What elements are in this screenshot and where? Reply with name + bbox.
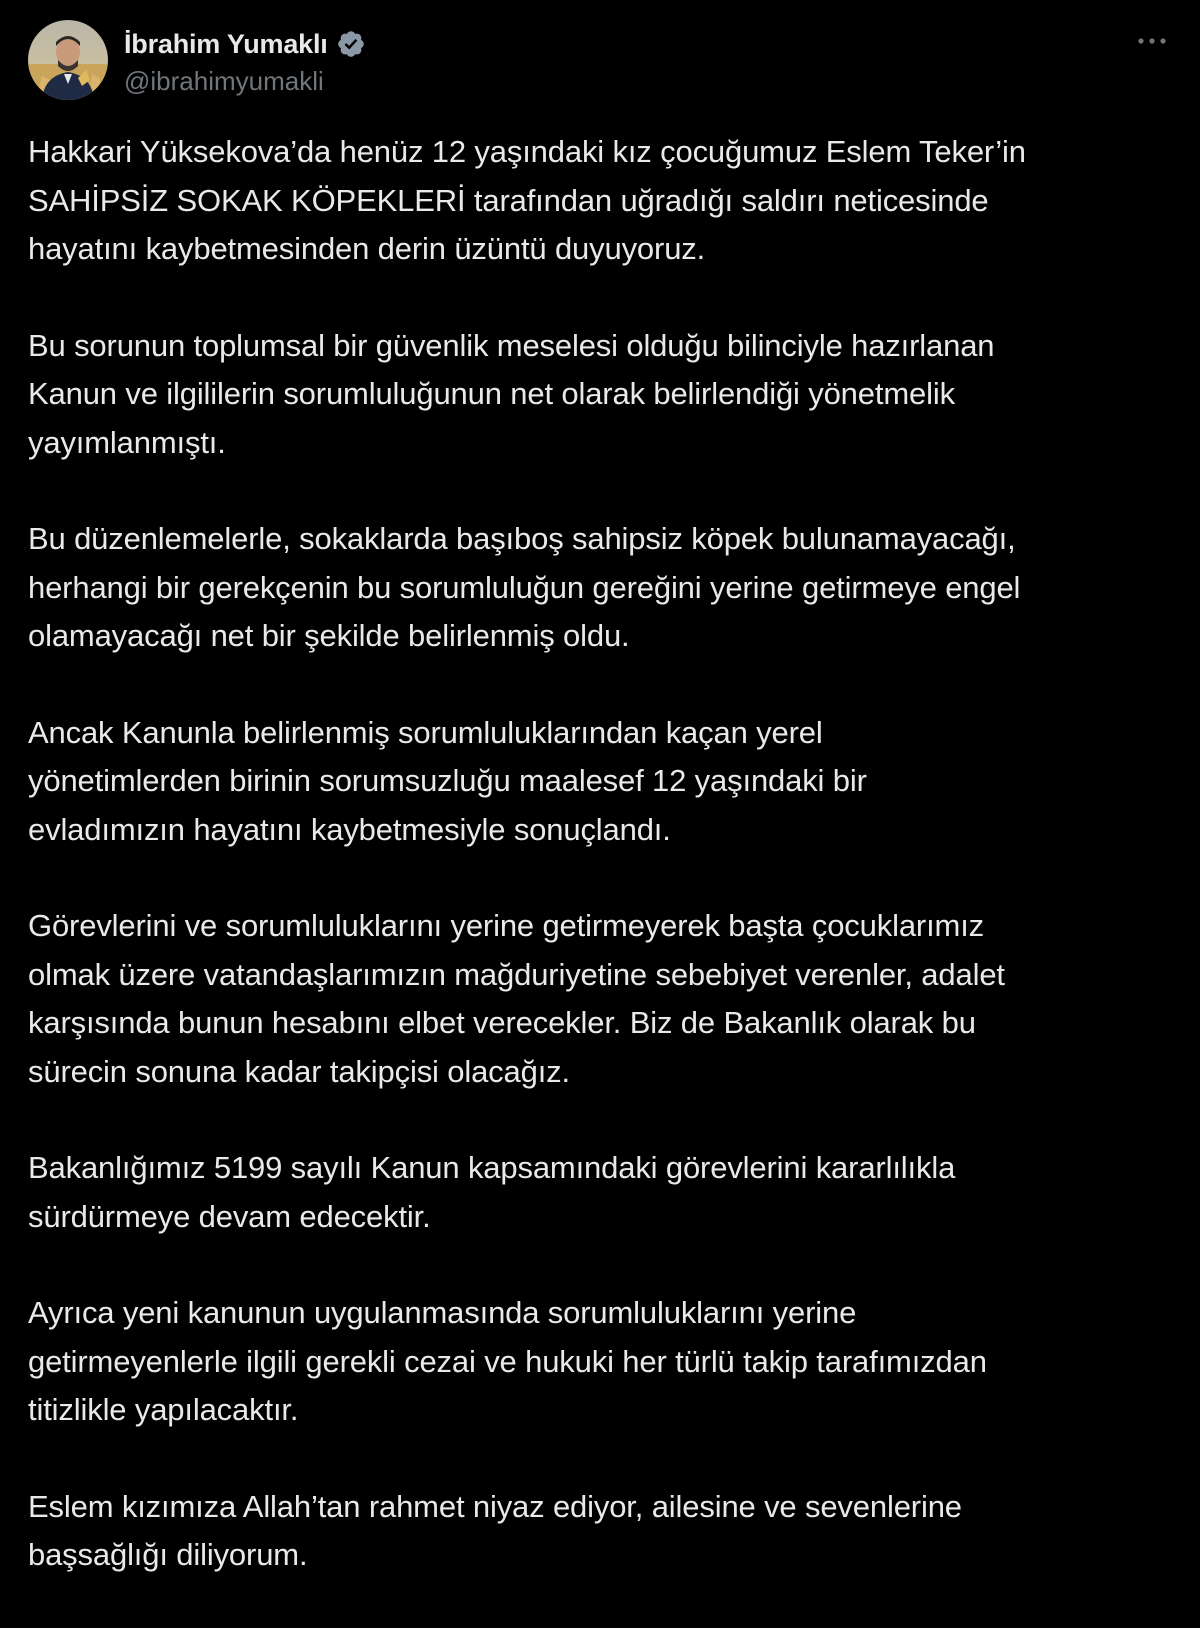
avatar-photo	[28, 20, 108, 100]
tweet-paragraph: Ayrıca yeni kanunun uygulanmasında sorumluluklarını yerine getirmeyenlerle ilgili gerekli cezai ve hukuki her türlü takip tarafımızdan titizlikle yapılacaktır.	[28, 1295, 987, 1427]
author-names	[124, 26, 366, 97]
tweet-paragraph: Hakkari Yüksekova’da henüz 12 yaşındaki kız çocuğumuz Eslem Teker’in SAHİPSİZ SOKAK KÖPEKLERİ tarafından uğradığı saldırı neticesinde hayatını kaybetmesinden derin üzüntü duyuyoruz.	[28, 134, 1026, 266]
tweet-paragraph: Bu sorunun toplumsal bir güvenlik meselesi olduğu bilinciyle hazırlanan Kanun ve ilgililerin sorumluluğunun net olarak belirlendiği yönetmelik yayımlanmıştı.	[28, 327, 995, 460]
verified-badge-icon	[336, 29, 366, 59]
tweet-paragraph: Bu düzenlemelerle, sokaklarda başıboş sahipsiz köpek bulunamayacağı, herhangi bir gerekçenin bu sorumluluğun gereğini yerine getirmeye engel olamayacağı net bir şekilde belirlenmiş oldu.	[28, 521, 1021, 653]
tweet-paragraph: Bakanlığımız 5199 sayılı Kanun kapsamındaki görevlerini kararlılıkla sürdürmeye devam edecektir.	[28, 1150, 956, 1234]
tweet-paragraph: Ancak Kanunla belirlenmiş sorumluluklarından kaçan yerel yönetimlerden birinin sorumsuzluğu maalesef 12 yaşındaki bir evladımızın hayatını kaybetmesiyle sonuçlandı.	[28, 714, 867, 847]
author-name[interactable]: İbrahim Yumaklı	[124, 28, 328, 59]
avatar[interactable]	[28, 20, 108, 100]
author-handle[interactable]: @ibrahimyumakli	[124, 66, 324, 96]
tweet-paragraph: Eslem kızımıza Allah’tan rahmet niyaz ediyor, ailesine ve sevenlerine başsağlığı diliyorum.	[28, 1488, 962, 1572]
tweet-paragraph: Görevlerini ve sorumluluklarını yerine getirmeyerek başta çocuklarımız olmak üzere vatandaşlarımızın mağduriyetine sebebiyet verenler, adalet karşısında bunun hesabını elbet verecekler. Biz de Bakanlık olarak bu sürecin sonuna kadar takipçisi olacağız.	[28, 908, 1005, 1089]
tweet-header	[28, 20, 1172, 104]
name-row	[124, 26, 366, 62]
more-options-icon	[1132, 26, 1172, 56]
more-options-button[interactable]	[1132, 26, 1172, 56]
tweet-text	[28, 128, 1168, 1628]
